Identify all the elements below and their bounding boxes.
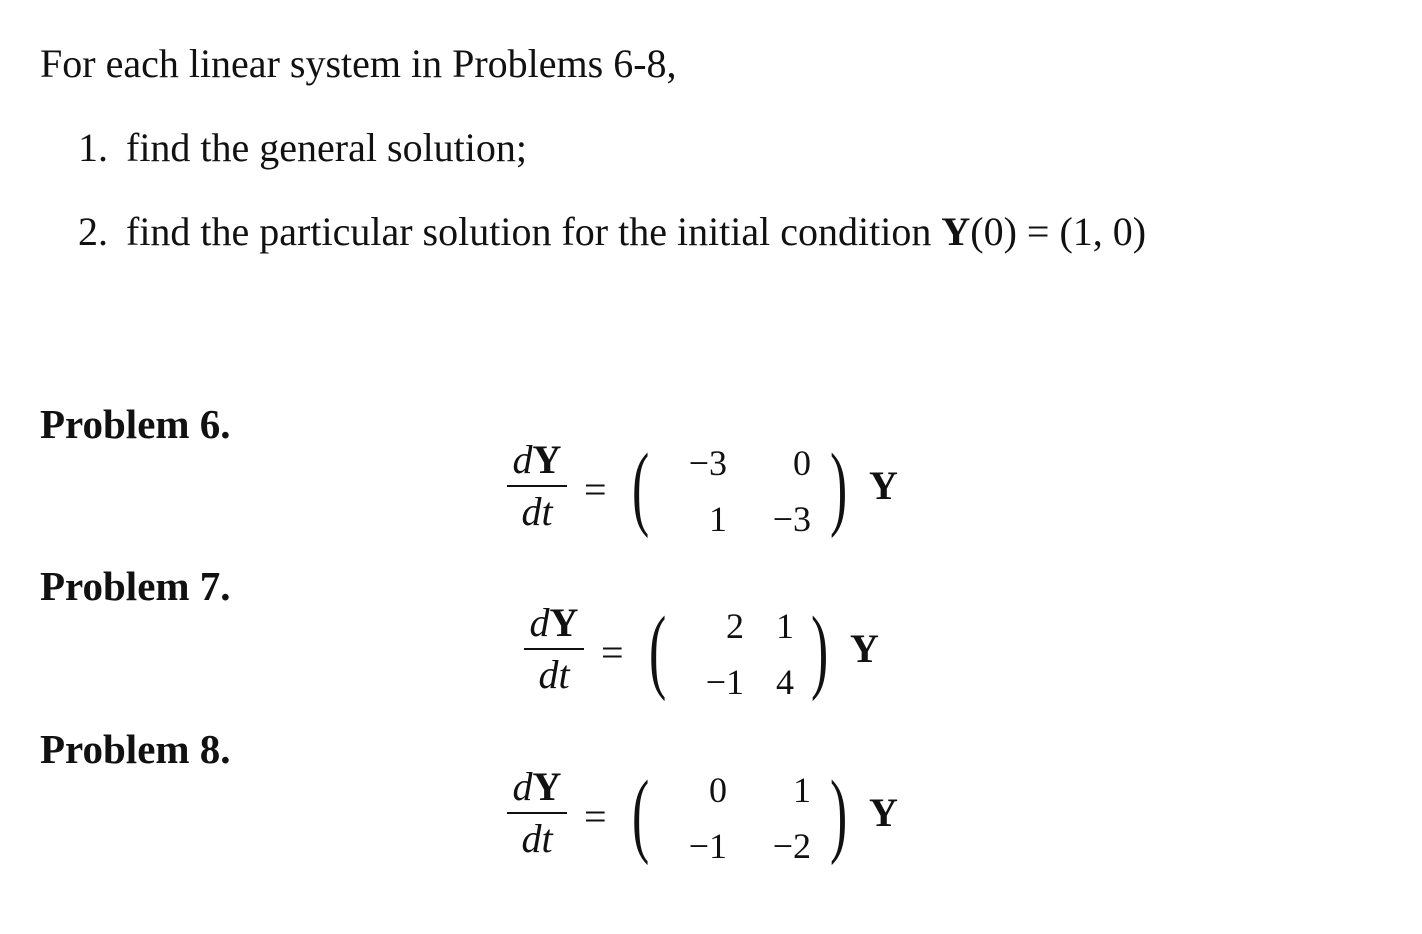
equals-sign: =: [601, 630, 624, 675]
left-paren: (: [632, 435, 650, 539]
fraction-bar: [524, 648, 584, 650]
matrix-cell: 2: [726, 606, 744, 646]
fraction-numerator: dY: [512, 764, 562, 809]
fraction-denominator: dt: [521, 489, 553, 534]
matrix-cell: −1: [705, 662, 744, 702]
equals-sign: =: [584, 467, 607, 512]
matrix-cell: 1: [793, 770, 811, 810]
problem-7-heading: Problem 7.: [40, 563, 231, 609]
ic-value: (0) = (1, 0): [970, 209, 1147, 254]
matrix-cell: −1: [688, 826, 727, 866]
task-number: 2.: [78, 209, 108, 254]
matrix-cell: 0: [793, 443, 811, 483]
right-paren: ): [830, 435, 848, 539]
fraction-denominator: dt: [521, 816, 553, 861]
matrix-cell: 1: [709, 499, 727, 539]
matrix-cell: 0: [709, 770, 727, 810]
right-paren: ): [811, 598, 829, 702]
problem-7-equation: [524, 598, 904, 711]
matrix-cell: 1: [776, 606, 794, 646]
matrix-cell: −3: [772, 499, 811, 539]
problem-6-equation: [507, 435, 907, 548]
left-paren: (: [649, 598, 667, 702]
state-vector: Y: [850, 626, 879, 671]
derivative-fraction: [524, 601, 584, 697]
left-paren: (: [632, 762, 650, 866]
fraction-numerator: dY: [512, 437, 562, 482]
task-text: find the particular solution for the initial condition: [126, 209, 932, 254]
intro-text: For each linear system in Problems 6-8,: [40, 41, 677, 86]
derivative-fraction: [507, 765, 567, 861]
ic-vector: Y: [941, 209, 971, 254]
task-text: find the general solution;: [126, 125, 528, 170]
problem-6-heading: Problem 6.: [40, 401, 231, 447]
problem-8-equation: [507, 762, 907, 875]
problem-8-heading: Problem 8.: [40, 726, 231, 772]
task-number: 1.: [78, 125, 108, 170]
matrix-cell: −2: [772, 826, 811, 866]
equals-sign: =: [584, 794, 607, 839]
fraction-numerator: dY: [529, 600, 579, 645]
fraction-bar: [507, 812, 567, 814]
fraction-bar: [507, 485, 567, 487]
matrix-cell: 4: [776, 662, 794, 702]
derivative-fraction: [507, 438, 567, 534]
matrix-cell: −3: [688, 443, 727, 483]
right-paren: ): [830, 762, 848, 866]
state-vector: Y: [869, 790, 898, 835]
fraction-denominator: dt: [538, 652, 570, 697]
initial-condition: [941, 209, 1146, 254]
state-vector: Y: [869, 463, 898, 508]
task-item-2: [78, 208, 1146, 255]
task-item-1: [78, 124, 527, 171]
